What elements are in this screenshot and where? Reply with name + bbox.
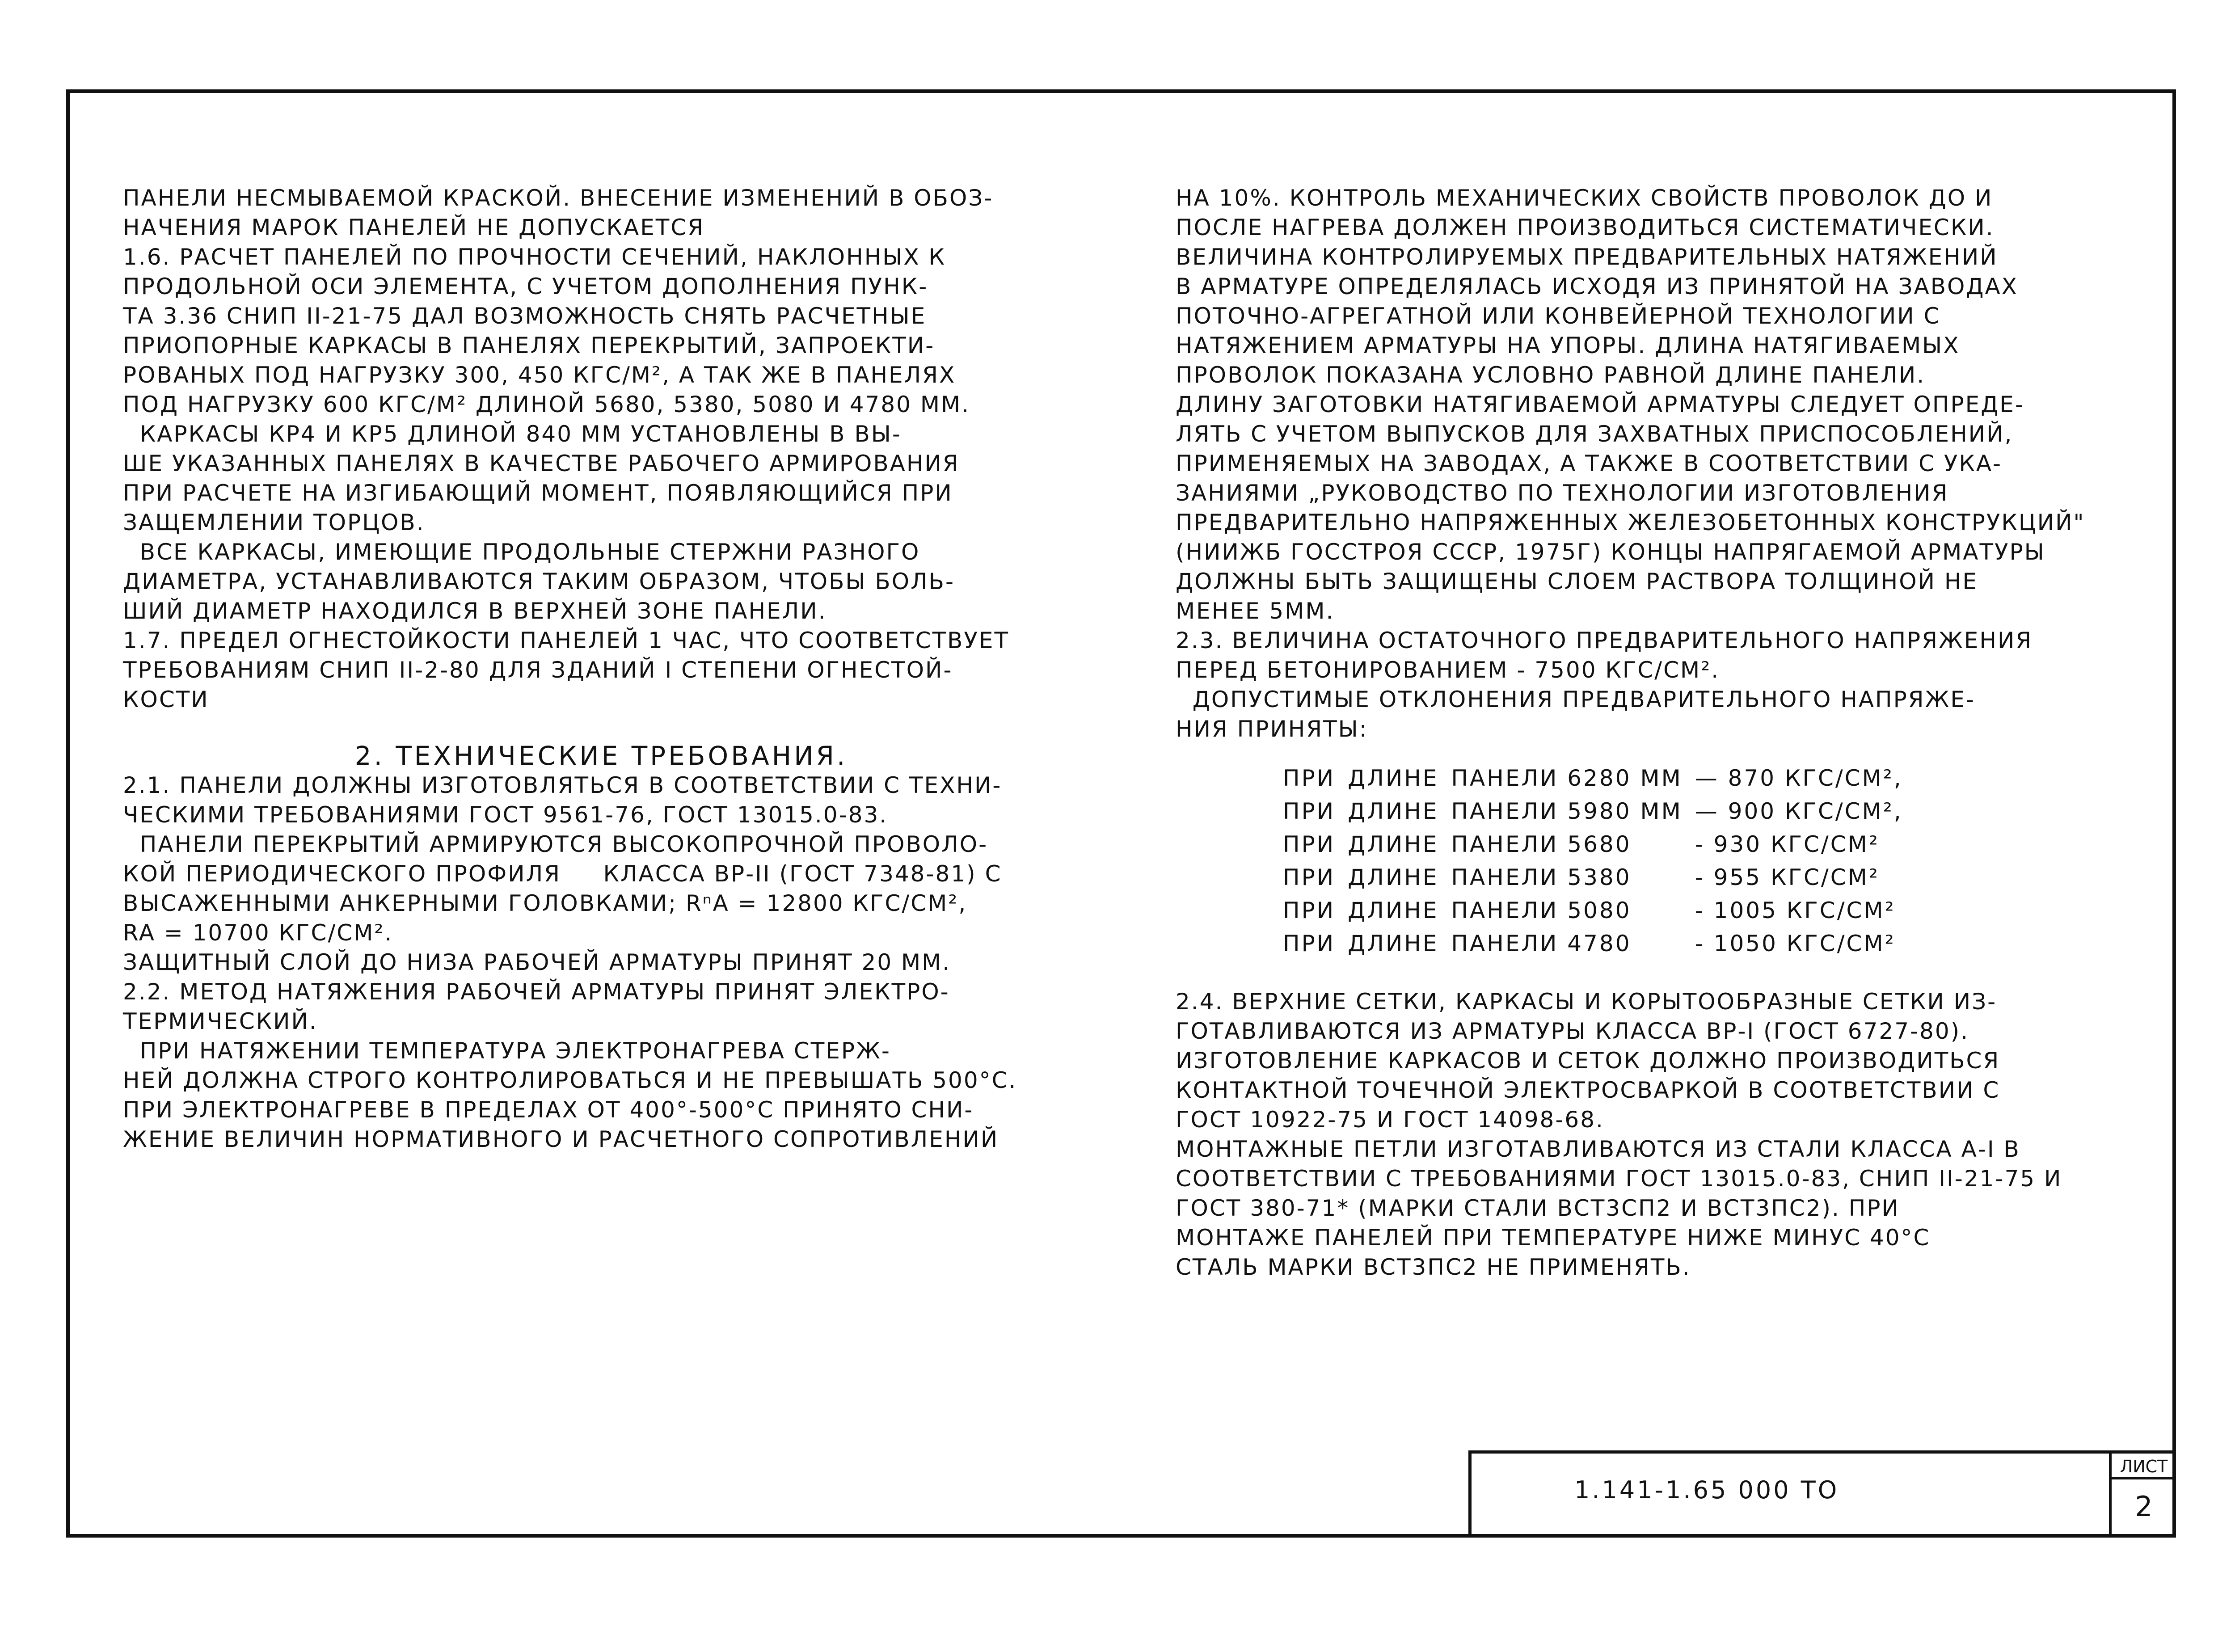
- text-line: КОЙ ПЕРИОДИЧЕСКОГО ПРОФИЛЯ КЛАССА ВР-II (ГОСТ 7348-81) С: [123, 861, 1002, 887]
- tolerance-cell: — 870 КГС/СМ²,: [1695, 765, 1903, 791]
- tolerance-row: [1283, 861, 1915, 894]
- text-line: ПРИ РАСЧЕТЕ НА ИЗГИБАЮЩИЙ МОМЕНТ, ПОЯВЛЯЮЩИЙСЯ ПРИ: [123, 480, 953, 506]
- text-line: ПРОВОЛОК ПОКАЗАНА УСЛОВНО РАВНОЙ ДЛИНЕ ПАНЕЛИ.: [1176, 362, 1926, 388]
- text-line: ПОСЛЕ НАГРЕВА ДОЛЖЕН ПРОИЗВОДИТЬСЯ СИСТЕМАТИЧЕСКИ.: [1176, 215, 1995, 240]
- tolerance-cell: ПАНЕЛИ 5680: [1451, 831, 1632, 857]
- tolerance-cell: ДЛИНЕ: [1348, 798, 1439, 824]
- text-line: МОНТАЖЕ ПАНЕЛЕЙ ПРИ ТЕМПЕРАТУРЕ НИЖЕ МИНУС 40°С: [1176, 1225, 1931, 1251]
- text-line: RA = 10700 КГС/СМ².: [123, 920, 393, 946]
- tolerance-cell: ПРИ: [1283, 898, 1336, 923]
- text-line: ИЗГОТОВЛЕНИЕ КАРКАСОВ И СЕТОК ДОЛЖНО ПРОИЗВОДИТЬСЯ: [1176, 1048, 2000, 1074]
- text-line: 2.4. ВЕРХНИЕ СЕТКИ, КАРКАСЫ И КОРЫТООБРАЗНЫЕ СЕТКИ ИЗ-: [1176, 989, 1997, 1015]
- text-line: ПАНЕЛИ НЕСМЫВАЕМОЙ КРАСКОЙ. ВНЕСЕНИЕ ИЗМЕНЕНИЙ В ОБОЗ-: [123, 185, 994, 211]
- text-line: 2.2. МЕТОД НАТЯЖЕНИЯ РАБОЧЕЙ АРМАТУРЫ ПРИНЯТ ЭЛЕКТРО-: [123, 979, 950, 1005]
- text-line: ЗАЩЕМЛЕНИИ ТОРЦОВ.: [123, 510, 425, 535]
- text-line: ТА 3.36 СНИП II-21-75 ДАЛ ВОЗМОЖНОСТЬ СНЯТЬ РАСЧЕТНЫЕ: [123, 303, 927, 329]
- tolerance-cell: ПАНЕЛИ 6280 ММ: [1451, 765, 1683, 791]
- section-heading: 2. ТЕХНИЧЕСКИЕ ТРЕБОВАНИЯ.: [354, 741, 848, 771]
- sheet-number: 2: [2135, 1490, 2153, 1523]
- text-line: ШЕ УКАЗАННЫХ ПАНЕЛЯХ В КАЧЕСТВЕ РАБОЧЕГО АРМИРОВАНИЯ: [123, 451, 960, 476]
- text-line: ПОТОЧНО-АГРЕГАТНОЙ ИЛИ КОНВЕЙЕРНОЙ ТЕХНОЛОГИИ С: [1176, 303, 1941, 329]
- text-line: СООТВЕТСТВИИ С ТРЕБОВАНИЯМИ ГОСТ 13015.0-83, СНИП II-21-75 И: [1176, 1166, 2062, 1192]
- sheet-box: [2109, 1454, 2176, 1538]
- tolerance-row: [1283, 762, 1915, 795]
- tolerance-cell: - 1050 КГС/СМ²: [1695, 931, 1896, 957]
- text-line: ПРИОПОРНЫЕ КАРКАСЫ В ПАНЕЛЯХ ПЕРЕКРЫТИЙ, ЗАПРОЕКТИ-: [123, 333, 935, 358]
- text-line: КОНТАКТНОЙ ТОЧЕЧНОЙ ЭЛЕКТРОСВАРКОЙ В СООТВЕТСТВИИ С: [1176, 1077, 2000, 1103]
- tolerance-cell: ПАНЕЛИ 5380: [1451, 864, 1632, 890]
- right-column: [1176, 183, 2132, 1282]
- text-line: ДИАМЕТРА, УСТАНАВЛИВАЮТСЯ ТАКИМ ОБРАЗОМ, ЧТОБЫ БОЛЬ-: [123, 569, 955, 594]
- right-text-block-2: [1176, 987, 2132, 1282]
- tolerance-cell: - 930 КГС/СМ²: [1695, 831, 1880, 857]
- text-line: ВЕЛИЧИНА КОНТРОЛИРУЕМЫХ ПРЕДВАРИТЕЛЬНЫХ НАТЯЖЕНИЙ: [1176, 244, 1998, 270]
- text-line: ЖЕНИЕ ВЕЛИЧИН НОРМАТИВНОГО И РАСЧЕТНОГО СОПРОТИВЛЕНИЙ: [123, 1126, 999, 1152]
- document-code: 1.141-1.65 000 ТО: [1574, 1476, 1839, 1504]
- text-line: ПРИ НАТЯЖЕНИИ ТЕМПЕРАТУРА ЭЛЕКТРОНАГРЕВА СТЕРЖ-: [123, 1038, 891, 1064]
- text-line: НЕЙ ДОЛЖНА СТРОГО КОНТРОЛИРОВАТЬСЯ И НЕ ПРЕВЫШАТЬ 500°С.: [123, 1067, 1017, 1093]
- text-line: ТРЕБОВАНИЯМ СНИП II-2-80 ДЛЯ ЗДАНИЙ I СТЕПЕНИ ОГНЕСТОЙ-: [123, 657, 953, 683]
- text-line: ПЕРЕД БЕТОНИРОВАНИЕМ - 7500 КГС/СМ².: [1176, 657, 1720, 683]
- text-line: 1.7. ПРЕДЕЛ ОГНЕСТОЙКОСТИ ПАНЕЛЕЙ 1 ЧАС, ЧТО СООТВЕТСТВУЕТ: [123, 628, 1010, 653]
- text-line: ПРОДОЛЬНОЙ ОСИ ЭЛЕМЕНТА, С УЧЕТОМ ДОПОЛНЕНИЯ ПУНК-: [123, 274, 928, 299]
- tolerance-cell: ПАНЕЛИ 4780: [1451, 931, 1632, 957]
- tolerance-cell: ПРИ: [1283, 931, 1336, 957]
- sheet-label: ЛИСТ: [2112, 1454, 2176, 1479]
- tolerance-cell: ПРИ: [1283, 765, 1336, 791]
- text-line: ВСЕ КАРКАСЫ, ИМЕЮЩИЕ ПРОДОЛЬНЫЕ СТЕРЖНИ РАЗНОГО: [123, 539, 920, 565]
- tolerance-cell: ПРИ: [1283, 864, 1336, 890]
- text-line: ПРИ ЭЛЕКТРОНАГРЕВЕ В ПРЕДЕЛАХ ОТ 400°-500°С ПРИНЯТО СНИ-: [123, 1097, 974, 1123]
- tolerance-row: [1283, 795, 1915, 828]
- text-line: В АРМАТУРЕ ОПРЕДЕЛЯЛАСЬ ИСХОДЯ ИЗ ПРИНЯТОЙ НА ЗАВОДАХ: [1176, 274, 2018, 299]
- tolerance-cell: — 900 КГС/СМ²,: [1695, 798, 1903, 824]
- text-line: ПРЕДВАРИТЕЛЬНО НАПРЯЖЕННЫХ ЖЕЛЕЗОБЕТОННЫХ КОНСТРУКЦИЙ": [1176, 510, 2085, 535]
- text-line: ГОТАВЛИВАЮТСЯ ИЗ АРМАТУРЫ КЛАССА ВР-I (ГОСТ 6727-80).: [1176, 1018, 1969, 1044]
- text-line: ГОСТ 10922-75 И ГОСТ 14098-68.: [1176, 1107, 1604, 1133]
- text-line: ПОД НАГРУЗКУ 600 КГС/М² ДЛИНОЙ 5680, 5380, 5080 И 4780 ММ.: [123, 392, 970, 417]
- right-text-block-1: [1176, 183, 2132, 744]
- text-line: НИЯ ПРИНЯТЫ:: [1176, 716, 1368, 742]
- tolerance-cell: ДЛИНЕ: [1348, 931, 1439, 957]
- text-line: КОСТИ: [123, 687, 209, 712]
- left-column: [123, 183, 1080, 1154]
- text-line: ДЛИНУ ЗАГОТОВКИ НАТЯГИВАЕМОЙ АРМАТУРЫ СЛЕДУЕТ ОПРЕДЕ-: [1176, 392, 2024, 417]
- tolerance-row: [1283, 927, 1915, 960]
- text-line: РОВАНЫХ ПОД НАГРУЗКУ 300, 450 КГС/М², А ТАК ЖЕ В ПАНЕЛЯХ: [123, 362, 956, 388]
- text-line: ЧЕСКИМИ ТРЕБОВАНИЯМИ ГОСТ 9561-76, ГОСТ 13015.0-83.: [123, 802, 888, 828]
- text-line: ШИЙ ДИАМЕТР НАХОДИЛСЯ В ВЕРХНЕЙ ЗОНЕ ПАНЕЛИ.: [123, 598, 827, 624]
- tolerance-cell: ДЛИНЕ: [1348, 765, 1439, 791]
- tolerance-cell: ДЛИНЕ: [1348, 898, 1439, 923]
- text-line: ВЫСАЖЕННЫМИ АНКЕРНЫМИ ГОЛОВКАМИ; RⁿA = 12800 КГС/СМ²,: [123, 890, 967, 916]
- tolerance-cell: ДЛИНЕ: [1348, 864, 1439, 890]
- text-line: КАРКАСЫ КР4 И КР5 ДЛИНОЙ 840 ММ УСТАНОВЛЕНЫ В ВЫ-: [123, 421, 902, 447]
- tolerance-cell: ПРИ: [1283, 798, 1336, 824]
- text-line: СТАЛЬ МАРКИ ВСТ3ПС2 НЕ ПРИМЕНЯТЬ.: [1176, 1254, 1691, 1280]
- text-line: МЕНЕЕ 5ММ.: [1176, 598, 1335, 624]
- text-line: МОНТАЖНЫЕ ПЕТЛИ ИЗГОТАВЛИВАЮТСЯ ИЗ СТАЛИ КЛАССА А-I В: [1176, 1136, 2020, 1162]
- tolerance-row: [1283, 828, 1915, 861]
- text-line: 2.1. ПАНЕЛИ ДОЛЖНЫ ИЗГОТОВЛЯТЬСЯ В СООТВЕТСТВИИ С ТЕХНИ-: [123, 772, 1002, 798]
- tolerance-cell: ДЛИНЕ: [1348, 831, 1439, 857]
- tolerance-cell: ПРИ: [1283, 831, 1336, 857]
- text-line: ТЕРМИЧЕСКИЙ.: [123, 1008, 318, 1034]
- text-line: НА 10%. КОНТРОЛЬ МЕХАНИЧЕСКИХ СВОЙСТВ ПРОВОЛОК ДО И: [1176, 185, 1993, 211]
- title-block: [1468, 1450, 2176, 1538]
- text-line: ЗАЩИТНЫЙ СЛОЙ ДО НИЗА РАБОЧЕЙ АРМАТУРЫ ПРИНЯТ 20 ММ.: [123, 949, 951, 975]
- text-line: ЛЯТЬ С УЧЕТОМ ВЫПУСКОВ ДЛЯ ЗАХВАТНЫХ ПРИСПОСОБЛЕНИЙ,: [1176, 421, 2013, 447]
- text-line: ДОЛЖНЫ БЫТЬ ЗАЩИЩЕНЫ СЛОЕМ РАСТВОРА ТОЛЩИНОЙ НЕ: [1176, 569, 1978, 594]
- text-line: (НИИЖБ ГОССТРОЯ СССР, 1975Г) КОНЦЫ НАПРЯГАЕМОЙ АРМАТУРЫ: [1176, 539, 2045, 565]
- left-text-block-2: [123, 771, 1080, 1154]
- left-text-block-1: [123, 183, 1080, 714]
- text-line: ПАНЕЛИ ПЕРЕКРЫТИЙ АРМИРУЮТСЯ ВЫСОКОПРОЧНОЙ ПРОВОЛО-: [123, 831, 988, 857]
- tolerance-table: [1283, 762, 1915, 960]
- text-line: ЗАНИЯМИ „РУКОВОДСТВО ПО ТЕХНОЛОГИИ ИЗГОТОВЛЕНИЯ: [1176, 480, 1949, 506]
- text-line: НАЧЕНИЯ МАРОК ПАНЕЛЕЙ НЕ ДОПУСКАЕТСЯ: [123, 215, 704, 240]
- text-line: ПРИМЕНЯЕМЫХ НА ЗАВОДАХ, А ТАКЖЕ В СООТВЕТСТВИИ С УКА-: [1176, 451, 2003, 476]
- tolerance-cell: ПАНЕЛИ 5980 ММ: [1451, 798, 1683, 824]
- tolerance-cell: - 955 КГС/СМ²: [1695, 864, 1880, 890]
- tolerance-cell: - 1005 КГС/СМ²: [1695, 898, 1896, 923]
- text-line: НАТЯЖЕНИЕМ АРМАТУРЫ НА УПОРЫ. ДЛИНА НАТЯГИВАЕМЫХ: [1176, 333, 1960, 358]
- tolerance-row: [1283, 894, 1915, 927]
- text-line: 2.3. ВЕЛИЧИНА ОСТАТОЧНОГО ПРЕДВАРИТЕЛЬНОГО НАПРЯЖЕНИЯ: [1176, 628, 2033, 653]
- text-line: 1.6. РАСЧЕТ ПАНЕЛЕЙ ПО ПРОЧНОСТИ СЕЧЕНИЙ, НАКЛОННЫХ К: [123, 244, 946, 270]
- tolerance-cell: ПАНЕЛИ 5080: [1451, 898, 1632, 923]
- text-line: ГОСТ 380-71* (МАРКИ СТАЛИ ВСТ3СП2 И ВСТ3ПС2). ПРИ: [1176, 1195, 1900, 1221]
- text-line: ДОПУСТИМЫЕ ОТКЛОНЕНИЯ ПРЕДВАРИТЕЛЬНОГО НАПРЯЖЕ-: [1176, 687, 1976, 712]
